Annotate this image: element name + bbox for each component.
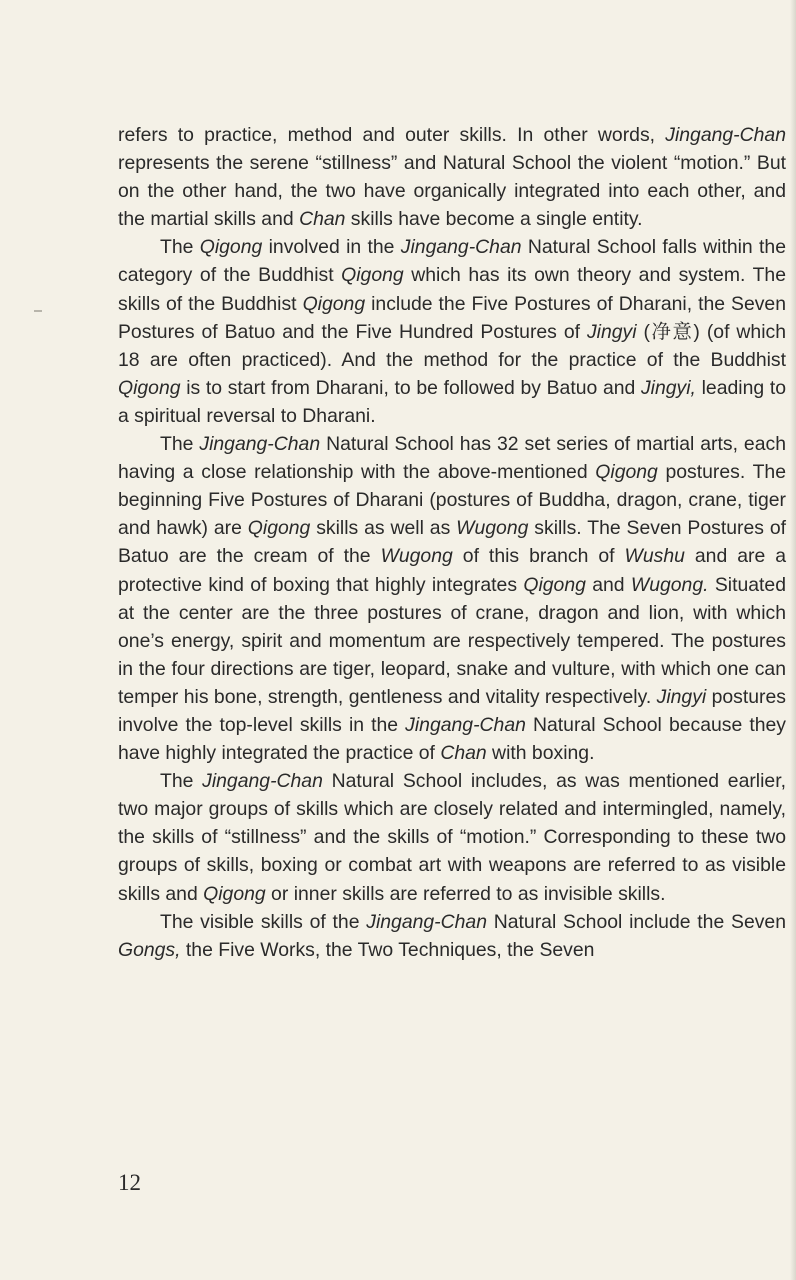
text-run: leading to a spiritual reversal to Dharani.	[118, 376, 787, 427]
italic-term: Wugong	[456, 517, 529, 540]
paragraph	[118, 908, 786, 964]
italic-term: Jingyi	[656, 685, 707, 708]
italic-term: Jingyi,	[640, 376, 696, 399]
italic-term: Qigong	[199, 236, 263, 259]
text-run: the Five Works, the Two Techniques, the Seven	[180, 938, 595, 961]
italic-term: Jingang-Chan	[400, 236, 522, 259]
text-run: involved in the	[262, 236, 401, 259]
text-run: skills as well as	[310, 517, 457, 540]
text-run: or inner skills are referred to as invisible skills.	[265, 882, 666, 905]
paragraph	[118, 121, 786, 233]
text-run: Natural School include the Seven	[487, 910, 786, 933]
italic-term: Wugong.	[630, 573, 709, 596]
text-run: The	[160, 236, 200, 259]
italic-term: Jingang-Chan	[665, 124, 786, 146]
page-number: 12	[118, 1170, 141, 1195]
italic-term: Gongs,	[118, 938, 181, 961]
text-run: The	[160, 770, 203, 793]
text-run: which has its own theory and system. The skills of the Buddhist	[118, 264, 786, 315]
text-run: and	[585, 573, 631, 596]
text-run: represents the serene “stillness” and Natural School the violent “motion.” But on the other hand, the two have organically integrated into each other, and the martial skills and	[118, 152, 786, 231]
italic-term: Chan	[440, 742, 487, 765]
page-edge	[790, 0, 796, 1280]
text-run: Natural School has 32 set series of martial arts, each having a close relationship with the above-mentioned	[118, 433, 786, 484]
text-run: of this branch of	[452, 545, 625, 568]
text-run: Natural School includes, as was mentioned earlier, two major groups of skills which are closely related and intermingled, namely, the skills of “stillness” and the skills of “motion.” Corresponding to these two groups of skills, boxing or combat art with weapons are referred to as visible skills and	[118, 770, 786, 905]
text-run: include the Five Postures of Dharani, the Seven Postures of Batuo and the Five Hundred Postures of	[118, 292, 786, 343]
italic-term: Wugong	[380, 545, 453, 568]
italic-term: Qigong	[595, 461, 658, 484]
italic-term: Qigong	[247, 517, 311, 540]
text-run: refers to practice, method and outer skills. In other words,	[118, 124, 666, 146]
body-text	[118, 121, 786, 964]
text-run: with boxing.	[486, 742, 595, 765]
paragraph	[118, 233, 786, 430]
italic-term: Qigong	[118, 376, 181, 399]
italic-term: Qigong	[203, 882, 266, 905]
italic-term: Chan	[299, 208, 346, 231]
text-run: postures. The beginning Five Postures of Dharani (postures of Buddha, dragon, crane, tiger and hawk) are	[118, 461, 786, 540]
italic-term: Qigong	[341, 264, 404, 287]
text-run: skills. The Seven Postures of Batuo are the cream of the	[118, 517, 787, 568]
text-run: skills have become a single entity.	[345, 208, 643, 231]
italic-term: Jingang-Chan	[366, 910, 487, 933]
italic-term: Jingyi	[586, 320, 637, 343]
text-run: The	[160, 433, 200, 456]
italic-term: Jingang-Chan	[405, 713, 526, 736]
text-run: and are a protective kind of boxing that highly integrates	[118, 545, 787, 596]
italic-term: Jingang-Chan	[202, 770, 323, 793]
paragraph	[118, 430, 786, 767]
text-run: is to start from Dharani, to be followed by Batuo and	[180, 376, 641, 399]
text-run: Natural School because they have highly integrated the practice of	[118, 713, 786, 765]
text-run: postures involve the top-level skills in the	[118, 685, 786, 736]
text-run: Natural School falls within the category of the Buddhist	[118, 236, 786, 287]
paragraph	[118, 767, 786, 907]
text-run: The visible skills of the	[160, 910, 367, 933]
margin-mark	[34, 310, 42, 312]
italic-term: Wushu	[624, 545, 685, 568]
text-run: (净意) (of which 18 are often practiced). And the method for the practice of the Buddhist	[118, 320, 787, 371]
italic-term: Qigong	[523, 573, 586, 596]
text-run: Situated at the center are the three postures of crane, dragon and lion, with which one’s energy, spirit and momentum are respectively tempered. The postures in the four directions are tiger, leopard, snake and vulture, with which one can temper his bone, strength, gentleness and vitality respectively.	[118, 573, 786, 708]
italic-term: Jingang-Chan	[199, 433, 321, 456]
italic-term: Qigong	[302, 292, 366, 315]
